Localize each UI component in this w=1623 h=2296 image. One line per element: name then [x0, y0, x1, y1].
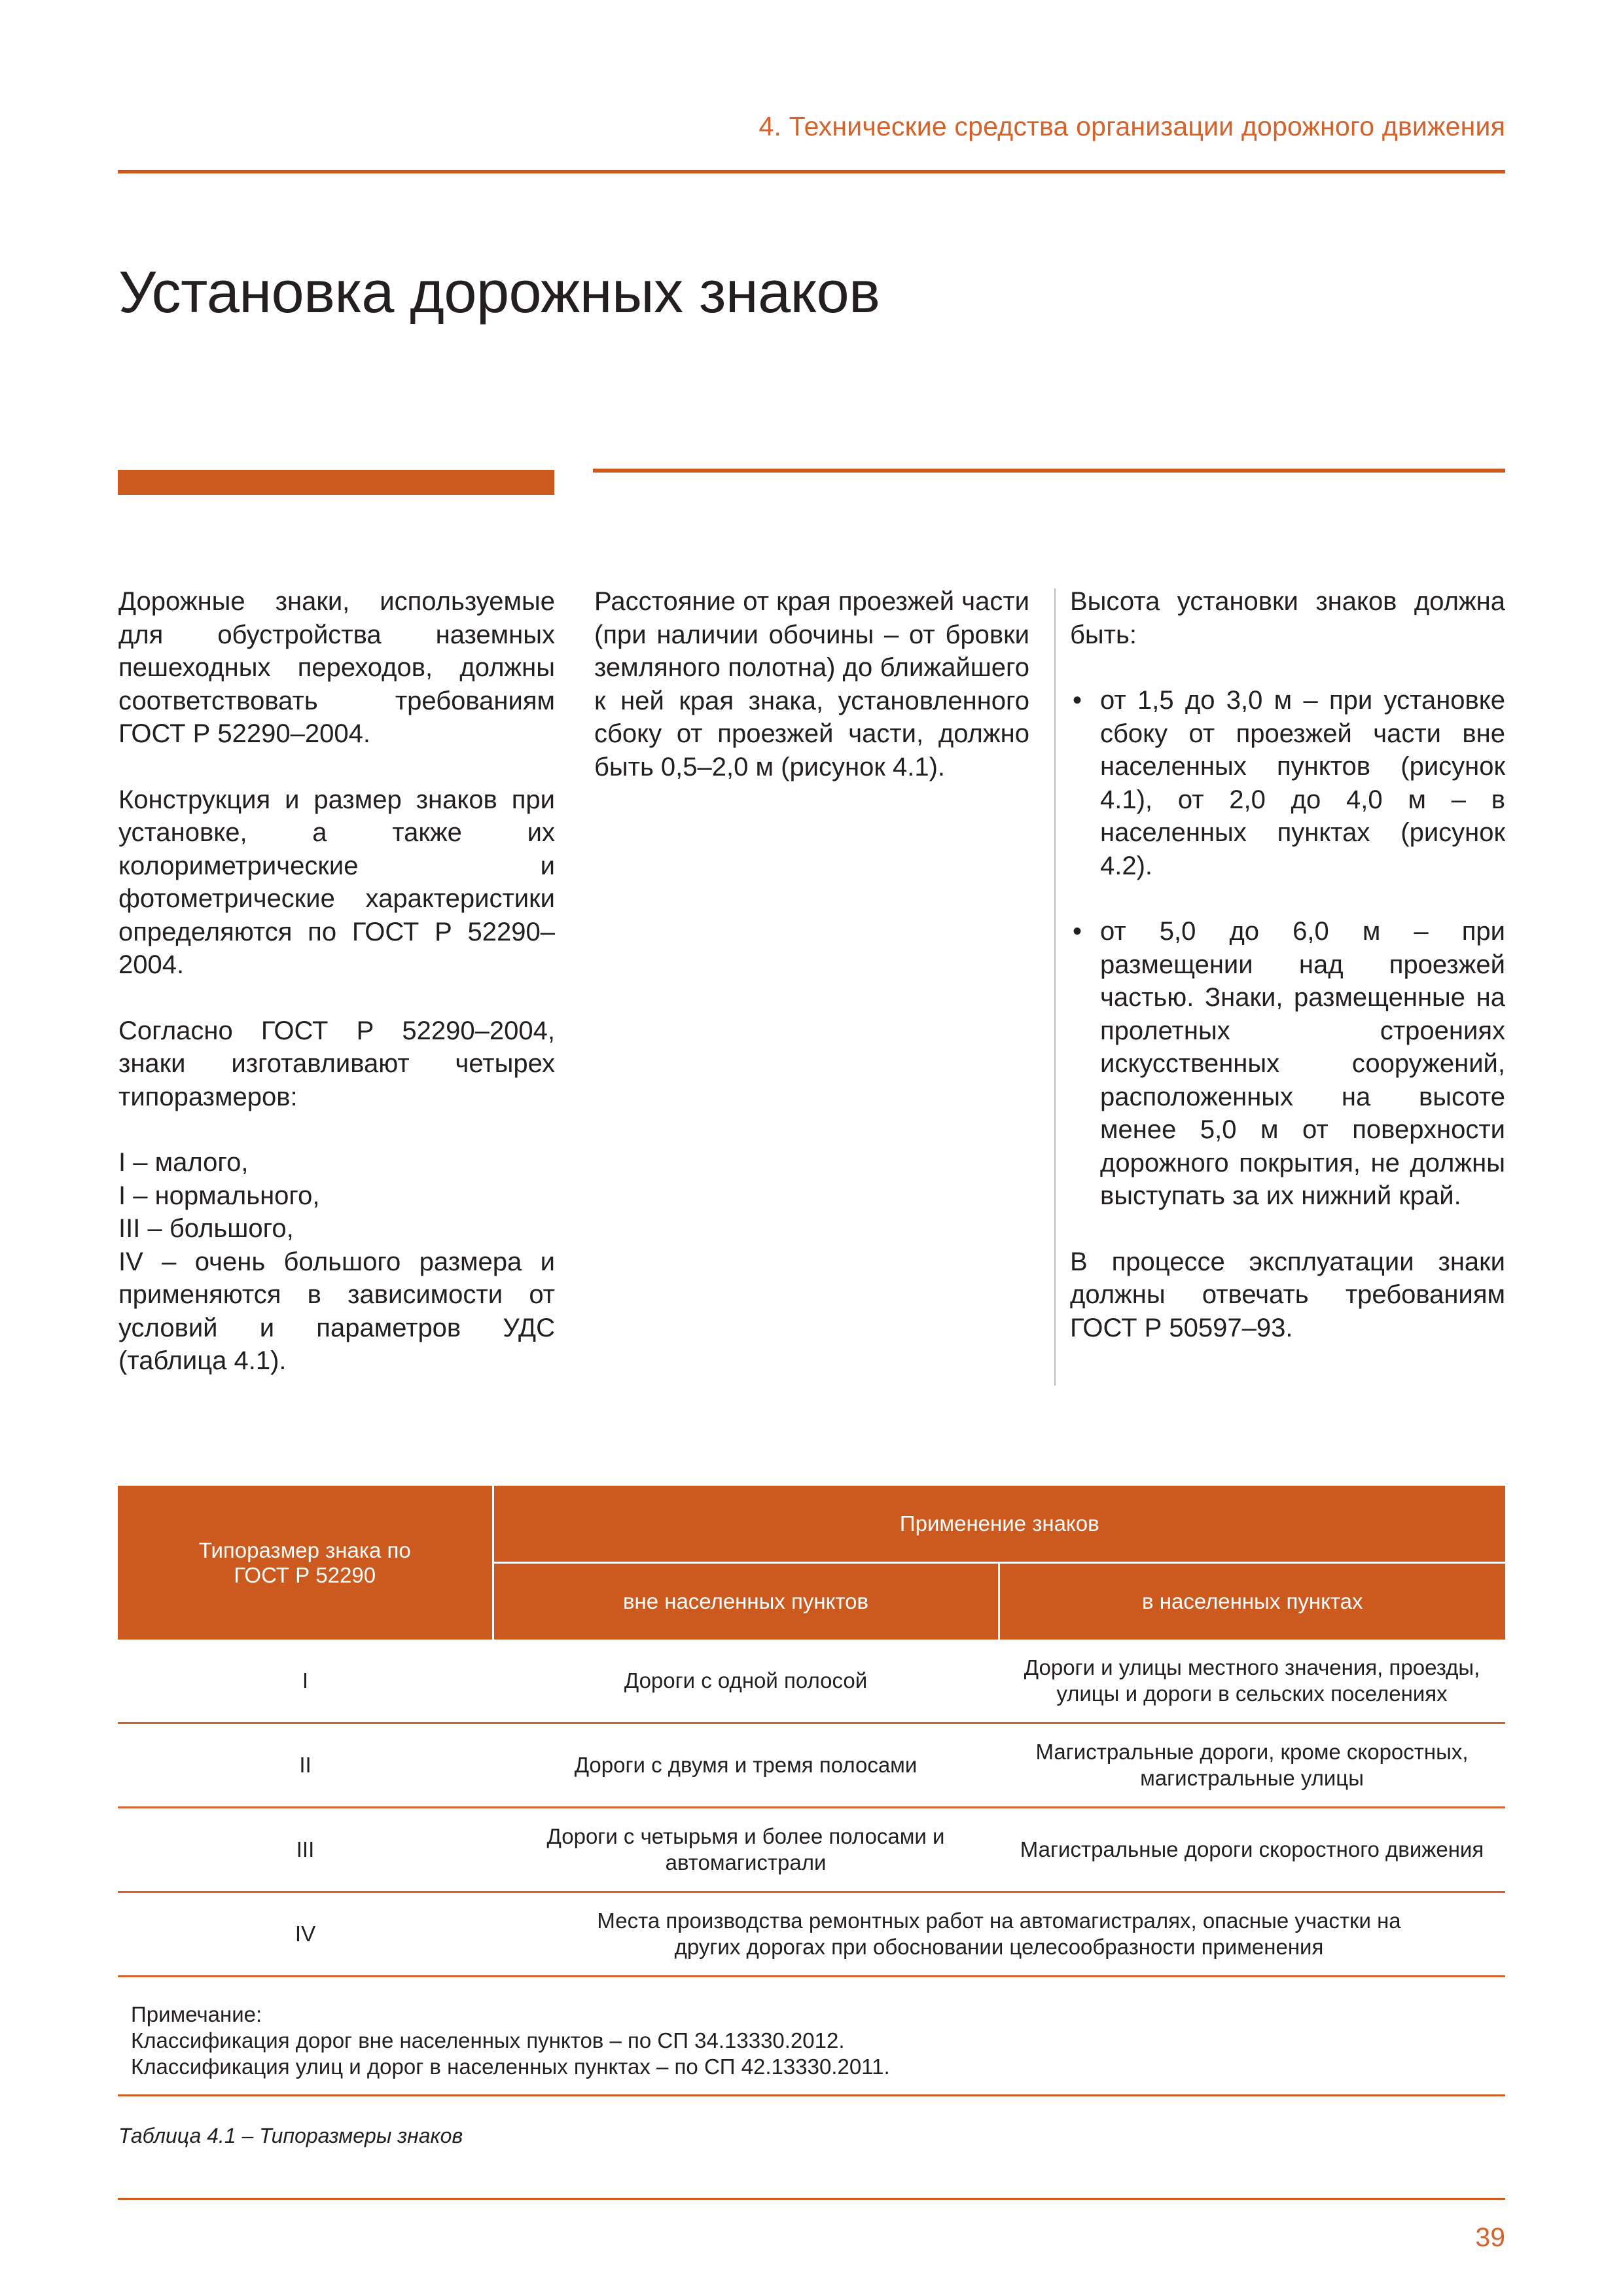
sign-sizes-table [118, 1486, 1505, 1977]
size-cell: I [118, 1640, 493, 1723]
list-item: IV – очень большого размера и применяются в зависимости от условий и параметров УДС (таблица 4.1). [118, 1247, 555, 1375]
column-divider [1054, 588, 1056, 1386]
list-item: I – малого, [118, 1148, 249, 1177]
note-title: Примечание: [131, 2002, 262, 2026]
size-cell: III [118, 1808, 493, 1892]
outside-header: вне населенных пунктов [493, 1563, 999, 1640]
table-row [118, 1723, 1505, 1808]
note-rule [118, 2094, 1505, 2096]
bullet-item: • от 1,5 до 3,0 м – при установке сбоку от проезжей части вне населенных пунктов (рисунок 4.1), от 2,0 до 4,0 м – в населенных пунктах (рисунок 4.2). [1070, 684, 1505, 882]
note-line: Классификация дорог вне населенных пунктов – по СП 34.13330.2012. [131, 2028, 845, 2053]
outside-cell: Дороги с двумя и тремя полосами [493, 1723, 999, 1808]
outside-cell: Дороги с одной полосой [493, 1640, 999, 1723]
table-note [131, 2001, 890, 2080]
application-header: Применение знаков [493, 1486, 1505, 1563]
table-row [118, 1892, 1505, 1977]
paragraph: Высота установки знаков должна быть: [1070, 587, 1505, 649]
size-cell: II [118, 1723, 493, 1808]
paragraph: Дорожные знаки, используемые для обустройства наземных пешеходных переходов, должны соответствовать требованиям ГОСТ Р 52290–2004. [118, 587, 555, 748]
table-row [118, 1640, 1505, 1723]
table-row [118, 1808, 1505, 1892]
paragraph: Конструкция и размер знаков при установке, а также их колориметрические и фотометрические характеристики определяются по ГОСТ Р 52290–2004. [118, 785, 555, 979]
text-column-1 [118, 585, 555, 1378]
footer-rule [118, 2198, 1505, 2200]
inside-cell: Магистральные дороги скоростного движения [999, 1808, 1505, 1892]
text-column-2 [594, 585, 1029, 816]
bullet-item: • от 5,0 до 6,0 м – при размещении над проезжей частью. Знаки, размещенные на пролетных строениях искусственных сооружений, расположенных на высоте менее 5,0 м от поверхности дорожного покрытия, не должны выступать за их нижний край. [1070, 915, 1505, 1213]
title-accent-bar [118, 470, 554, 495]
note-line: Классификация улиц и дорог в населенных пунктах – по СП 42.13330.2011. [131, 2054, 890, 2079]
text-column-3 [1070, 585, 1505, 1377]
paragraph: Расстояние от края проезжей части (при наличии обочины – от бровки земляного полотна) до ближайшего к ней края знака, установленного сбоку от проезжей части, должно быть 0,5–2,0 м (рисунок 4.1). [594, 587, 1029, 781]
section-header: 4. Технические средства организации дорожного движения [758, 111, 1505, 141]
merged-cell: Места производства ремонтных работ на автомагистралях, опасные участки на других дорогах при обосновании целесообразности применения [493, 1892, 1505, 1977]
size-list [118, 1146, 555, 1378]
size-column-header: Типоразмер знака по ГОСТ Р 52290 [118, 1486, 493, 1640]
height-bullet-list [1070, 684, 1505, 1213]
list-item: III – большого, [118, 1214, 294, 1243]
inside-cell: Магистральные дороги, кроме скоростных, магистральные улицы [999, 1723, 1505, 1808]
title-accent-rule [593, 469, 1505, 473]
inside-cell: Дороги и улицы местного значения, проезды, улицы и дороги в сельских поселениях [999, 1640, 1505, 1723]
inside-header: в населенных пунктах [999, 1563, 1505, 1640]
size-cell: IV [118, 1892, 493, 1977]
paragraph: В процессе эксплуатации знаки должны отвечать требованиям ГОСТ Р 50597–93. [1070, 1247, 1505, 1342]
list-item: I – нормального, [118, 1181, 320, 1210]
page-number: 39 [1475, 2222, 1505, 2252]
table-caption: Таблица 4.1 – Типоразмеры знаков [118, 2124, 463, 2147]
paragraph: Согласно ГОСТ Р 52290–2004, знаки изготавливают четырех типоразмеров: [118, 1016, 555, 1111]
header-rule [118, 170, 1505, 173]
page-title: Установка дорожных знаков [118, 260, 880, 325]
outside-cell: Дороги с четырьмя и более полосами и автомагистрали [493, 1808, 999, 1892]
